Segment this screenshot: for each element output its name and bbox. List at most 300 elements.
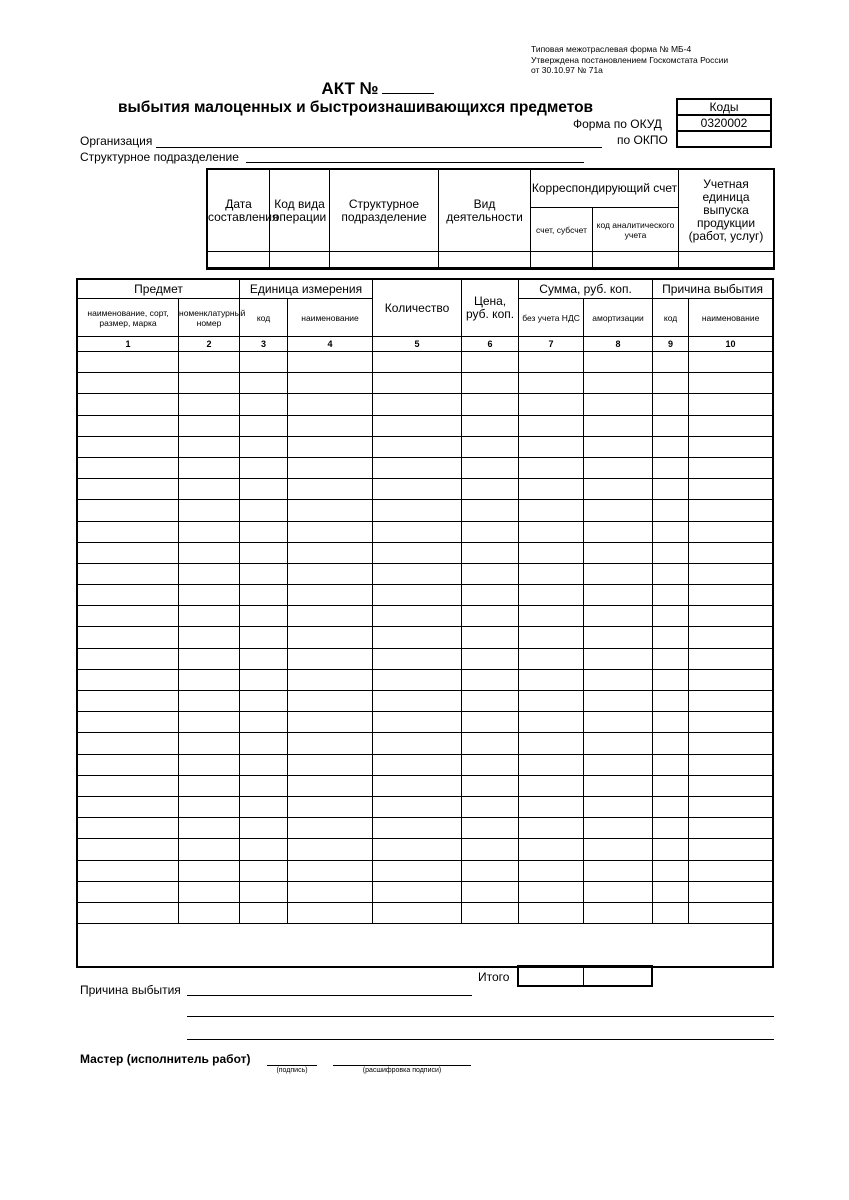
table-cell[interactable] [373,839,462,860]
table-cell[interactable] [519,500,584,521]
table-cell[interactable] [240,521,288,542]
table-cell[interactable] [584,606,653,627]
table-cell[interactable] [519,436,584,457]
table-cell[interactable] [653,500,689,521]
table-cell[interactable] [288,648,373,669]
table-cell[interactable] [519,373,584,394]
table-cell[interactable] [179,352,240,373]
table-cell[interactable] [689,796,773,817]
table-cell[interactable] [373,712,462,733]
op-code-cell[interactable] [270,252,330,268]
table-cell[interactable] [519,712,584,733]
table-cell[interactable] [288,457,373,478]
table-cell[interactable] [462,902,519,923]
table-cell[interactable] [653,373,689,394]
table-cell[interactable] [78,585,179,606]
table-cell[interactable] [653,839,689,860]
table-cell[interactable] [240,839,288,860]
table-cell[interactable] [462,394,519,415]
reason-line-3[interactable] [187,1039,774,1040]
table-cell[interactable] [519,796,584,817]
table-cell[interactable] [240,394,288,415]
table-cell[interactable] [689,648,773,669]
table-cell[interactable] [78,818,179,839]
table-cell[interactable] [179,457,240,478]
table-cell[interactable] [373,542,462,563]
table-cell[interactable] [653,479,689,500]
table-cell[interactable] [462,415,519,436]
table-cell[interactable] [373,500,462,521]
unit-cell[interactable] [679,252,774,268]
table-cell[interactable] [240,352,288,373]
doc-info-value-row [208,252,774,268]
table-cell[interactable] [519,902,584,923]
table-cell[interactable] [462,457,519,478]
table-cell[interactable] [689,352,773,373]
table-cell[interactable] [78,754,179,775]
table-cell[interactable] [653,775,689,796]
table-cell[interactable] [462,712,519,733]
table-cell[interactable] [689,839,773,860]
table-cell[interactable] [462,775,519,796]
table-cell[interactable] [373,373,462,394]
okud-code[interactable]: 0320002 [677,115,771,131]
table-cell[interactable] [462,818,519,839]
table-cell[interactable] [653,902,689,923]
table-cell[interactable] [689,881,773,902]
table-cell[interactable] [689,754,773,775]
table-cell[interactable] [240,373,288,394]
table-cell[interactable] [179,733,240,754]
table-cell[interactable] [653,542,689,563]
table-cell[interactable] [462,542,519,563]
table-cell[interactable] [519,839,584,860]
table-cell[interactable] [462,585,519,606]
table-cell[interactable] [653,818,689,839]
table-cell[interactable] [288,352,373,373]
table-cell[interactable] [519,691,584,712]
table-cell[interactable] [78,691,179,712]
table-cell[interactable] [179,606,240,627]
table-cell[interactable] [689,860,773,881]
table-cell[interactable] [689,775,773,796]
table-cell[interactable] [179,436,240,457]
table-cell[interactable] [240,627,288,648]
table-cell[interactable] [373,606,462,627]
table-cell[interactable] [240,436,288,457]
table-cell[interactable] [373,796,462,817]
table-cell[interactable] [584,712,653,733]
table-cell[interactable] [519,733,584,754]
table-cell[interactable] [689,521,773,542]
table-cell[interactable] [584,500,653,521]
table-cell[interactable] [240,818,288,839]
table-cell[interactable] [78,500,179,521]
table-cell[interactable] [288,479,373,500]
table-cell[interactable] [240,479,288,500]
table-cell[interactable] [653,606,689,627]
table-cell[interactable] [373,669,462,690]
table-cell[interactable] [653,415,689,436]
table-cell[interactable] [373,881,462,902]
table-cell[interactable] [78,479,179,500]
table-cell[interactable] [288,902,373,923]
table-cell[interactable] [179,542,240,563]
table-cell[interactable] [373,818,462,839]
table-cell[interactable] [288,860,373,881]
table-row [78,839,773,860]
table-cell[interactable] [179,796,240,817]
table-cell[interactable] [179,479,240,500]
table-cell[interactable] [78,521,179,542]
table-cell[interactable] [584,627,653,648]
table-cell[interactable] [179,627,240,648]
table-cell[interactable] [519,542,584,563]
table-cell[interactable] [584,691,653,712]
table-cell[interactable] [462,563,519,584]
table-cell[interactable] [689,415,773,436]
table-cell[interactable] [288,796,373,817]
table-cell[interactable] [288,436,373,457]
table-cell[interactable] [689,563,773,584]
table-cell[interactable] [653,712,689,733]
table-cell[interactable] [179,563,240,584]
table-cell[interactable] [179,521,240,542]
table-cell[interactable] [584,542,653,563]
table-cell[interactable] [584,394,653,415]
table-cell[interactable] [689,542,773,563]
table-cell[interactable] [179,754,240,775]
analytic-code-cell[interactable] [593,252,679,268]
account-cell[interactable] [531,252,593,268]
table-cell[interactable] [373,394,462,415]
table-cell[interactable] [462,881,519,902]
table-cell[interactable] [240,796,288,817]
table-cell[interactable] [78,669,179,690]
table-cell[interactable] [288,585,373,606]
table-cell[interactable] [179,394,240,415]
table-cell[interactable] [689,902,773,923]
table-cell[interactable] [653,733,689,754]
table-cell[interactable] [179,839,240,860]
table-cell[interactable] [78,394,179,415]
table-cell[interactable] [78,563,179,584]
table-cell[interactable] [78,373,179,394]
table-cell[interactable] [462,733,519,754]
table-cell[interactable] [288,521,373,542]
table-cell[interactable] [584,352,653,373]
table-cell[interactable] [689,818,773,839]
table-cell[interactable] [462,839,519,860]
reason-line-1[interactable] [187,995,472,996]
table-cell[interactable] [689,436,773,457]
table-cell[interactable] [179,373,240,394]
table-cell[interactable] [584,669,653,690]
table-cell[interactable] [653,691,689,712]
table-cell[interactable] [78,796,179,817]
table-cell[interactable] [584,860,653,881]
codes-box [676,98,772,148]
table-cell[interactable] [462,860,519,881]
table-cell[interactable] [519,860,584,881]
table-cell[interactable] [373,902,462,923]
table-cell[interactable] [689,479,773,500]
table-cell[interactable] [288,712,373,733]
table-cell[interactable] [373,627,462,648]
table-cell[interactable] [653,436,689,457]
table-cell[interactable] [288,394,373,415]
table-cell[interactable] [78,627,179,648]
table-cell[interactable] [240,712,288,733]
items-body [78,352,773,924]
table-cell[interactable] [78,648,179,669]
table-cell[interactable] [78,881,179,902]
table-cell[interactable] [179,881,240,902]
table-cell[interactable] [584,585,653,606]
table-cell[interactable] [653,669,689,690]
total-no-vat-cell[interactable] [518,966,583,986]
table-cell[interactable] [584,648,653,669]
table-cell[interactable] [373,436,462,457]
table-cell[interactable] [240,606,288,627]
col-number: 7 [519,337,584,352]
table-cell[interactable] [462,754,519,775]
table-cell[interactable] [288,669,373,690]
table-cell[interactable] [78,902,179,923]
table-cell[interactable] [288,373,373,394]
table-cell[interactable] [462,373,519,394]
table-cell[interactable] [179,415,240,436]
table-cell[interactable] [373,860,462,881]
table-cell[interactable] [584,775,653,796]
table-cell[interactable] [462,436,519,457]
table-cell[interactable] [584,457,653,478]
table-cell[interactable] [78,860,179,881]
table-cell[interactable] [179,585,240,606]
table-cell[interactable] [78,352,179,373]
table-cell[interactable] [519,754,584,775]
table-cell[interactable] [519,881,584,902]
table-cell[interactable] [584,839,653,860]
table-cell[interactable] [519,352,584,373]
table-cell[interactable] [584,373,653,394]
division-field[interactable] [246,162,584,163]
corr-account-header: Корреспондирующий счет [531,170,679,208]
table-cell[interactable] [462,691,519,712]
table-cell[interactable] [653,563,689,584]
table-cell[interactable] [519,521,584,542]
table-cell[interactable] [288,563,373,584]
table-cell[interactable] [653,352,689,373]
table-cell[interactable] [240,691,288,712]
table-cell[interactable] [519,818,584,839]
table-cell[interactable] [519,775,584,796]
table-cell[interactable] [373,563,462,584]
table-cell[interactable] [519,585,584,606]
table-cell[interactable] [584,436,653,457]
table-cell[interactable] [240,733,288,754]
table-cell[interactable] [240,775,288,796]
table-cell[interactable] [689,669,773,690]
table-cell[interactable] [240,648,288,669]
table-cell[interactable] [584,733,653,754]
table-cell[interactable] [584,479,653,500]
table-cell[interactable] [653,627,689,648]
table-cell[interactable] [373,691,462,712]
division-cell[interactable] [330,252,439,268]
table-cell[interactable] [653,860,689,881]
table-cell[interactable] [240,585,288,606]
table-cell[interactable] [78,606,179,627]
table-cell[interactable] [653,881,689,902]
table-cell[interactable] [519,627,584,648]
table-cell[interactable] [689,457,773,478]
table-cell[interactable] [519,606,584,627]
table-cell[interactable] [689,627,773,648]
table-cell[interactable] [462,796,519,817]
table-cell[interactable] [519,669,584,690]
act-number-field[interactable] [382,79,434,94]
table-cell[interactable] [373,457,462,478]
table-cell[interactable] [584,754,653,775]
table-cell[interactable] [373,648,462,669]
table-cell[interactable] [179,691,240,712]
table-cell[interactable] [240,457,288,478]
organization-field[interactable] [156,147,602,148]
table-cell[interactable] [689,733,773,754]
decode-line[interactable] [333,1065,471,1066]
table-cell[interactable] [519,479,584,500]
table-cell[interactable] [584,881,653,902]
table-cell[interactable] [78,712,179,733]
table-cell[interactable] [462,352,519,373]
table-cell[interactable] [240,500,288,521]
table-cell[interactable] [584,796,653,817]
table-cell[interactable] [519,648,584,669]
table-cell[interactable] [240,754,288,775]
table-cell[interactable] [462,521,519,542]
table-cell[interactable] [179,818,240,839]
table-cell[interactable] [240,669,288,690]
table-cell[interactable] [373,479,462,500]
table-cell[interactable] [179,775,240,796]
table-cell[interactable] [584,415,653,436]
table-cell[interactable] [78,542,179,563]
table-cell[interactable] [373,415,462,436]
table-cell[interactable] [462,648,519,669]
table-cell[interactable] [462,627,519,648]
table-cell[interactable] [240,860,288,881]
table-cell[interactable] [78,733,179,754]
table-cell[interactable] [689,394,773,415]
table-cell[interactable] [179,712,240,733]
table-cell[interactable] [78,839,179,860]
table-cell[interactable] [288,500,373,521]
table-cell[interactable] [653,585,689,606]
table-cell[interactable] [689,712,773,733]
table-cell[interactable] [584,563,653,584]
table-cell[interactable] [689,691,773,712]
table-cell[interactable] [288,606,373,627]
table-cell[interactable] [179,500,240,521]
table-cell[interactable] [462,669,519,690]
table-cell[interactable] [78,775,179,796]
table-cell[interactable] [179,902,240,923]
table-cell[interactable] [288,415,373,436]
table-cell[interactable] [689,606,773,627]
table-cell[interactable] [373,733,462,754]
item-header: Предмет [78,280,240,299]
table-cell[interactable] [240,542,288,563]
table-cell[interactable] [373,521,462,542]
signature-line[interactable] [267,1065,317,1066]
table-cell[interactable] [689,585,773,606]
table-cell[interactable] [179,860,240,881]
table-cell[interactable] [288,818,373,839]
table-cell[interactable] [288,627,373,648]
table-cell[interactable] [78,436,179,457]
table-cell[interactable] [653,796,689,817]
col-number: 2 [179,337,240,352]
table-cell[interactable] [519,415,584,436]
table-cell[interactable] [179,648,240,669]
table-cell[interactable] [288,733,373,754]
table-row [78,415,773,436]
table-cell[interactable] [519,394,584,415]
table-cell[interactable] [240,563,288,584]
table-cell[interactable] [462,606,519,627]
table-cell[interactable] [689,373,773,394]
table-cell[interactable] [584,521,653,542]
table-cell[interactable] [653,648,689,669]
table-cell[interactable] [240,881,288,902]
okpo-code[interactable] [677,131,771,147]
table-row [78,585,773,606]
table-cell[interactable] [584,818,653,839]
table-cell[interactable] [288,775,373,796]
reason-line-2[interactable] [187,1016,774,1017]
table-cell[interactable] [288,881,373,902]
table-cell[interactable] [240,902,288,923]
table-cell[interactable] [373,585,462,606]
table-cell[interactable] [373,775,462,796]
table-cell[interactable] [373,754,462,775]
table-cell[interactable] [653,521,689,542]
table-cell[interactable] [519,457,584,478]
table-cell[interactable] [653,394,689,415]
table-cell[interactable] [78,415,179,436]
table-cell[interactable] [519,563,584,584]
table-cell[interactable] [584,902,653,923]
table-cell[interactable] [462,479,519,500]
table-cell[interactable] [288,691,373,712]
activity-cell[interactable] [439,252,531,268]
table-cell[interactable] [653,457,689,478]
total-amortization-cell[interactable] [583,966,652,986]
table-cell[interactable] [288,542,373,563]
date-cell[interactable] [208,252,270,268]
table-cell[interactable] [689,500,773,521]
table-cell[interactable] [373,352,462,373]
table-cell[interactable] [240,415,288,436]
table-cell[interactable] [288,839,373,860]
table-cell[interactable] [653,754,689,775]
table-cell[interactable] [288,754,373,775]
table-cell[interactable] [179,669,240,690]
table-cell[interactable] [78,457,179,478]
unit-name-header: наименование [288,299,373,337]
table-cell[interactable] [462,500,519,521]
